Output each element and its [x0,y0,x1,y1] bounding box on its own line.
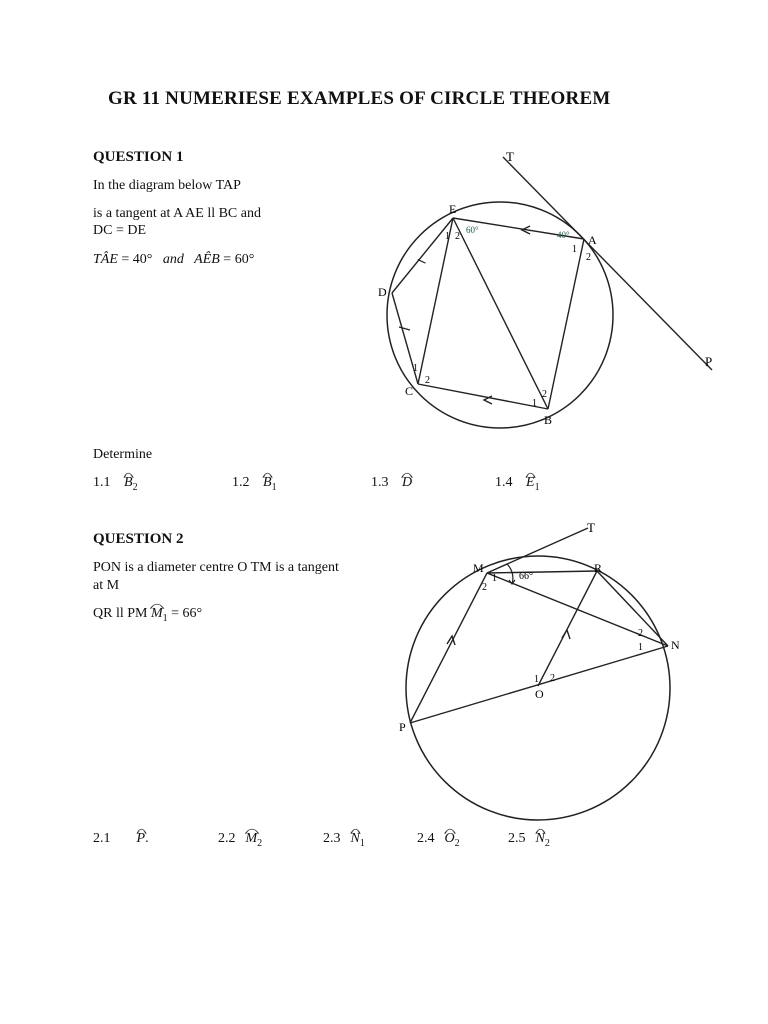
q1-given-a-value: = 40° [117,252,153,267]
q1-item-subscript: 1 [534,481,540,493]
q2-label-o: O [535,687,544,701]
q2-item-symbol: O [444,831,455,846]
q2-item-symbol: M [245,831,258,846]
q1-angle-e2: 2 [455,231,460,242]
q2-item-symbol: P [136,831,146,846]
q2-item-subscript: 1 [359,837,365,849]
q1-given-b-symbol: AÊB [194,252,220,267]
q2-label-r: R [594,561,603,575]
q1-angle-c2: 2 [425,375,430,386]
q1-angle-a2: 2 [586,252,591,263]
q2-item-symbol: N [350,831,360,846]
q2-angle-o2: 2 [550,673,555,684]
q1-given-and: and [162,252,184,267]
q2-label-t: T [587,520,595,535]
q1-label-b: B [544,413,553,427]
q2-chord-mr [487,571,597,573]
q1-given-b-value: = 60° [219,252,255,267]
q1-label-p: P [705,354,713,369]
q2-angle-o1: 1 [534,674,539,685]
q1-angle-b1: 1 [532,398,537,409]
q1-label-d: D [378,285,387,299]
q1-angle-e1: 1 [445,231,450,242]
q2-item-2-2 [218,831,262,849]
q2-item-number: 2.5 [508,831,526,846]
q1-text-line-2: is a tangent at A AE ll BC and [93,206,261,221]
q2-item-subscript: 2 [454,837,460,849]
q1-angle-b2: 2 [542,389,547,400]
question-2-heading: QUESTION 2 [93,531,184,547]
q2-given-prefix: QR ll PM [93,606,151,621]
q1-item-symbol: E [526,475,535,490]
q1-item-number: 1.3 [371,475,389,490]
q1-item-symbol: B [263,475,272,490]
q2-item-2-4 [417,831,460,849]
q2-item-subscript: 2 [257,837,263,849]
q2-angle-66: 66° [519,571,533,582]
q1-text-line-3: DC = DE [93,223,147,238]
q2-given-subscript: 1 [162,612,168,624]
q1-text-line-1: In the diagram below TAP [93,178,241,193]
q2-label-p: P [399,720,406,734]
q2-item-number: 2.3 [323,831,341,846]
q1-item-number: 1.1 [93,475,111,490]
q1-angle-60: 60° [466,225,479,235]
q1-label-a: A [588,233,597,247]
q2-angle-m1: 1 [492,573,497,584]
q2-chord-mp [410,573,487,723]
q1-determine: Determine [93,447,153,462]
question-1-heading: QUESTION 1 [93,149,184,165]
q2-item-2-3 [323,831,365,849]
q1-label-c: C [405,384,414,398]
q2-item-2-1 [93,831,149,849]
q2-text-line-2: at M [93,578,120,593]
q2-chord-rn [597,571,668,646]
q2-item-subscript: 2 [544,837,550,849]
q2-item-symbol: N [535,831,545,846]
q2-chord-qr [538,571,597,686]
q2-given-value: = 66° [167,606,203,621]
q1-item-symbol: D [402,475,413,490]
q1-item-subscript: 1 [271,481,277,493]
q1-item-number: 1.4 [495,475,513,490]
q1-item-number: 1.2 [232,475,250,490]
q2-item-number: 2.1 [93,831,111,846]
q2-label-m: M [473,561,484,575]
q2-given-symbol: M [150,606,163,621]
q2-angle-n1: 1 [638,642,643,653]
q2-item-2-5 [508,831,550,849]
q1-item-subscript: 2 [132,481,138,493]
q1-angle-c1: 1 [413,363,418,374]
q2-item-number: 2.4 [417,831,435,846]
q1-item-symbol: B [124,475,133,490]
q2-angle-n2: 2 [638,628,643,639]
q1-label-e: E [449,202,457,216]
q2-angle-m2: 2 [482,582,487,593]
q2-tangent-tm [487,528,588,573]
q1-given-a-symbol: TÂE [93,252,118,267]
q1-label-t: T [506,149,514,164]
page-title: GR 11 NUMERIESE EXAMPLES OF CIRCLE THEOREM [108,88,611,109]
q2-item-number: 2.2 [218,831,236,846]
q2-item-suffix: . [145,831,149,846]
q2-text-line-1: PON is a diameter centre O TM is a tangent [93,560,339,575]
q2-label-n: N [671,638,680,652]
q1-angle-40: 40° [557,230,570,240]
q1-angle-a1: 1 [572,244,577,255]
